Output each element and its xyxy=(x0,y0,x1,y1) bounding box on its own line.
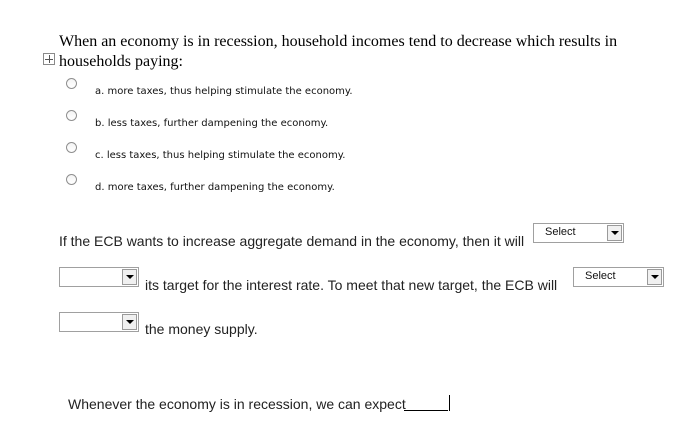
option-d-label: d. more taxes, further dampening the economy. xyxy=(95,182,335,193)
question-2-text-2: its target for the interest rate. To meet that new target, the ECB will xyxy=(145,277,558,293)
chevron-down-icon[interactable] xyxy=(122,314,137,330)
chevron-down-icon[interactable] xyxy=(647,269,662,285)
radio-option-c[interactable] xyxy=(66,142,77,153)
question-1-text xyxy=(59,32,659,72)
question-3-text: Whenever the economy is in recession, we can expect xyxy=(68,396,406,412)
ecb-action-select-1[interactable] xyxy=(533,223,624,243)
answer-blank-input[interactable] xyxy=(404,396,448,411)
ecb-action-select-2[interactable] xyxy=(573,267,664,287)
radio-option-b[interactable] xyxy=(66,110,77,121)
question-1-line-1: When an economy is in recession, household incomes tend to decrease which results in xyxy=(59,33,618,50)
option-a-label: a. more taxes, thus helping stimulate the economy. xyxy=(95,86,353,97)
question-1-line-2: households paying: xyxy=(59,53,183,70)
question-2-text-1: If the ECB wants to increase aggregate demand in the economy, then it will xyxy=(59,233,525,249)
money-supply-select[interactable] xyxy=(59,312,139,332)
radio-option-a[interactable] xyxy=(66,78,77,89)
option-b-label: b. less taxes, further dampening the economy. xyxy=(95,118,329,129)
interest-target-select[interactable] xyxy=(59,267,139,287)
chevron-down-icon[interactable] xyxy=(607,225,622,241)
radio-option-d[interactable] xyxy=(66,174,77,185)
text-cursor xyxy=(449,395,450,411)
select-3-value: Select xyxy=(585,270,616,282)
chevron-down-icon[interactable] xyxy=(122,269,137,285)
select-1-value: Select xyxy=(545,226,576,238)
move-handle-icon[interactable] xyxy=(43,53,55,65)
question-2-text-3: the money supply. xyxy=(145,321,258,337)
option-c-label: c. less taxes, thus helping stimulate the economy. xyxy=(95,150,346,161)
